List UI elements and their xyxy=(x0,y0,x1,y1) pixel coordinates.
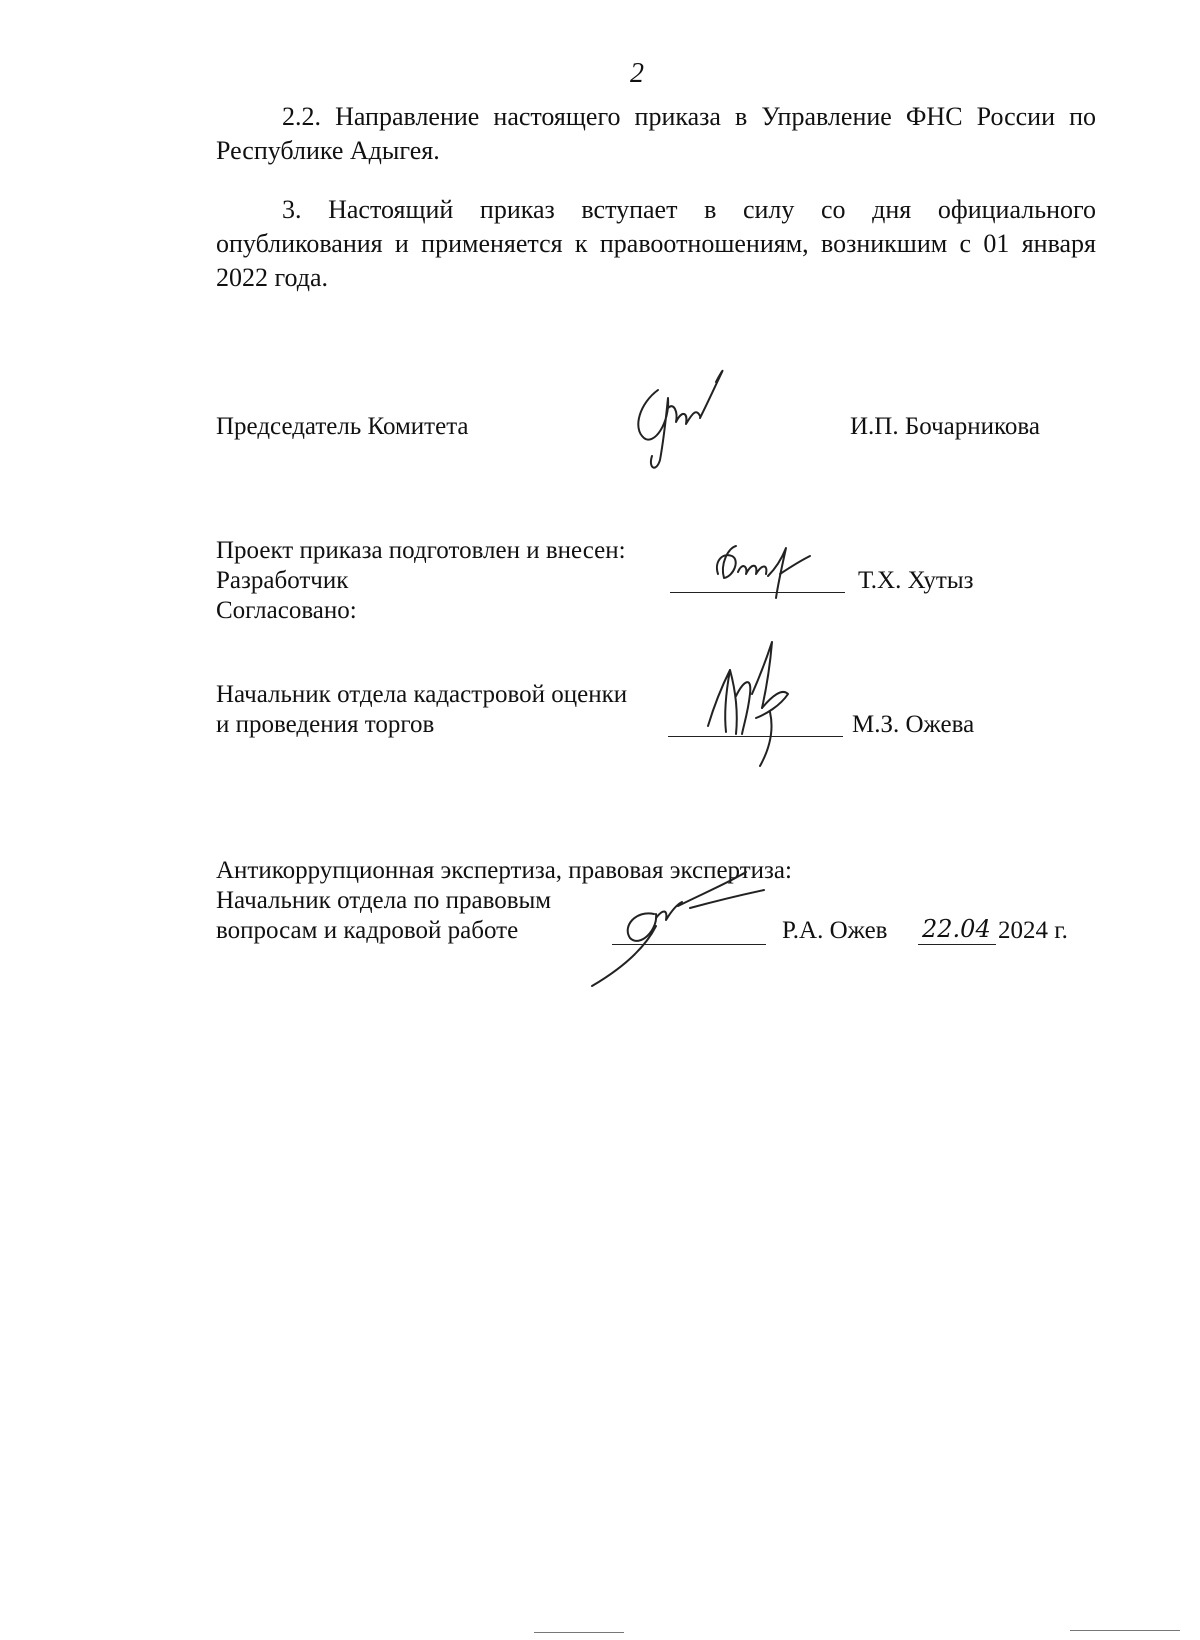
prepared-name: Т.Х. Хутыз xyxy=(858,567,974,594)
scan-mark xyxy=(534,1632,624,1633)
legal-name: Р.А. Ожев xyxy=(782,917,888,944)
legal-date-handwritten: 22.04 xyxy=(922,915,991,943)
legal-heading: Антикоррупционная экспертиза, правовая экспертиза: xyxy=(216,857,792,884)
cadastral-signature xyxy=(700,636,810,770)
prepared-heading: Проект приказа подготовлен и внесен: xyxy=(216,537,626,564)
cadastral-name: М.З. Ожева xyxy=(852,711,975,738)
agreed-heading: Согласовано: xyxy=(216,597,357,624)
paragraph-2-2: 2.2. Направление настоящего приказа в Управление ФНС России по Республике Адыгея. xyxy=(216,102,1096,165)
legal-role-line1: Начальник отдела по правовым xyxy=(216,887,552,914)
cadastral-role-line1: Начальник отдела кадастровой оценки xyxy=(216,681,628,708)
page-number: 2 xyxy=(630,58,644,89)
chairman-title: Председатель Комитета xyxy=(216,413,469,440)
chairman-signature xyxy=(630,368,740,476)
scan-mark xyxy=(1070,1630,1180,1631)
legal-role-line2: вопросам и кадровой работе xyxy=(216,917,519,944)
legal-date-year: 2024 г. xyxy=(998,917,1068,944)
legal-signature xyxy=(586,870,776,990)
cadastral-role-line2: и проведения торгов xyxy=(216,711,435,738)
chairman-name: И.П. Бочарникова xyxy=(850,413,1040,440)
prepared-signature xyxy=(706,540,816,602)
prepared-role: Разработчик xyxy=(216,567,349,594)
legal-date-line xyxy=(918,944,996,945)
paragraph-3: 3. Настоящий приказ вступает в силу со дня официального опубликования и применяется к правоотношениям, возникшим с 01 января 2022 года. xyxy=(216,195,1096,292)
